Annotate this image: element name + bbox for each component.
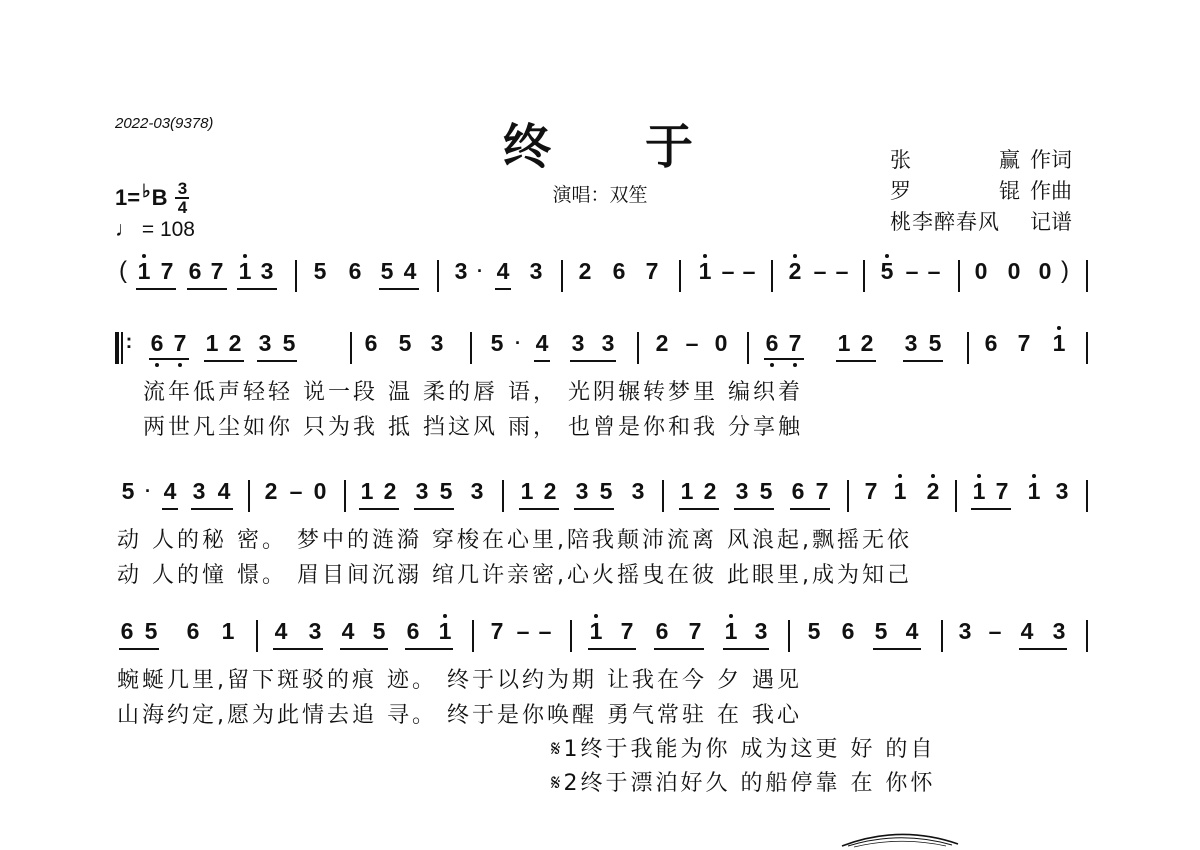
system-2-lyric-1: 流年低声轻轻 说一段 温 柔的唇 语， 光阴辗转梦里 编织着 xyxy=(143,380,803,405)
key-signature xyxy=(115,180,189,216)
transcriber-name: 桃李醉春风 xyxy=(890,210,1000,234)
time-top: 3 xyxy=(177,179,188,198)
system-3-lyric-1: 动 人的秘 密。 梦中的涟漪 穿梭在心里,陪我颠沛流离 风浪起,飘摇无依 xyxy=(117,528,912,553)
tempo-marking xyxy=(115,218,195,242)
title-char-2: 于 xyxy=(645,119,698,175)
system-2-lyric-2: 两世凡尘如你 只为我 抵 挡这风 雨， 也曾是你和我 分享触 xyxy=(143,415,803,440)
system-4-lyric-2: 山海约定,愿为此情去追 寻。 终于是你唤醒 勇气常驻 在 我心 xyxy=(117,703,802,728)
system-3-lyric-2: 动 人的憧 憬。 眉目间沉溺 绾几许亲密,心火摇曳在彼 此眼里,成为知己 xyxy=(117,563,912,588)
quarter-note-icon: ♩ xyxy=(115,218,136,241)
credit-lyricist xyxy=(890,145,1072,176)
score-code: 2022-03(9378) xyxy=(115,115,214,132)
singer-line: 演唱：双笙 xyxy=(552,184,648,206)
time-signature xyxy=(175,180,189,216)
composer-name-1: 罗 xyxy=(890,179,911,203)
lyricist-name-1: 张 xyxy=(890,148,911,172)
credit-composer xyxy=(890,176,1072,207)
key-prefix: 1= xyxy=(115,185,141,210)
system-3-notes: 5 · 4 3 4 2 – 0 1 2 3 5 3 1 2 3 5 3 1 2 3 5 6 7 7 1 2 1 7 1 3 xyxy=(115,478,1090,518)
credits-block xyxy=(890,145,1072,238)
system-4-lyric-4: 𝄋2终于漂泊好久 的船停靠 在 你怀 xyxy=(551,771,936,796)
flat-icon: ♭ xyxy=(142,180,151,201)
system-4-lyric-1: 蜿蜒几里,留下斑驳的痕 迹。 终于以约为期 让我在今 夕 遇见 xyxy=(117,668,802,693)
system-1-notes: ( 1 7 6 7 1 3 5 6 5 4 3 · 4 3 2 6 7 1 – – 2 – – 5 – – 0 0 0 ) xyxy=(115,258,1090,298)
transcriber-role: 记谱 xyxy=(1030,210,1072,234)
key-note: B xyxy=(151,185,168,210)
credit-transcriber xyxy=(890,207,1072,238)
system-2-notes: : 6 7 1 2 3 5 6 5 3 5 · 4 3 3 2 – 0 6 7 1 2 3 5 6 7 1 xyxy=(115,330,1090,370)
system-4-lyric-3: 𝄋1终于我能为你 成为这更 好 的自 xyxy=(551,737,936,762)
composer-name-2: 锟 xyxy=(999,179,1020,203)
composer-role: 作曲 xyxy=(1030,179,1072,203)
lyricist-role: 作词 xyxy=(1030,148,1072,172)
lyricist-name-2: 赢 xyxy=(999,148,1020,172)
tempo-value: = 108 xyxy=(141,218,195,241)
swoosh-icon xyxy=(840,822,960,850)
time-bottom: 4 xyxy=(177,198,188,217)
title-char-1: 终 xyxy=(502,119,555,175)
system-4-notes: 6 5 6 1 4 3 4 5 6 1 7 – – 1 7 6 7 1 3 5 6 5 4 3 – 4 3 xyxy=(115,618,1090,658)
